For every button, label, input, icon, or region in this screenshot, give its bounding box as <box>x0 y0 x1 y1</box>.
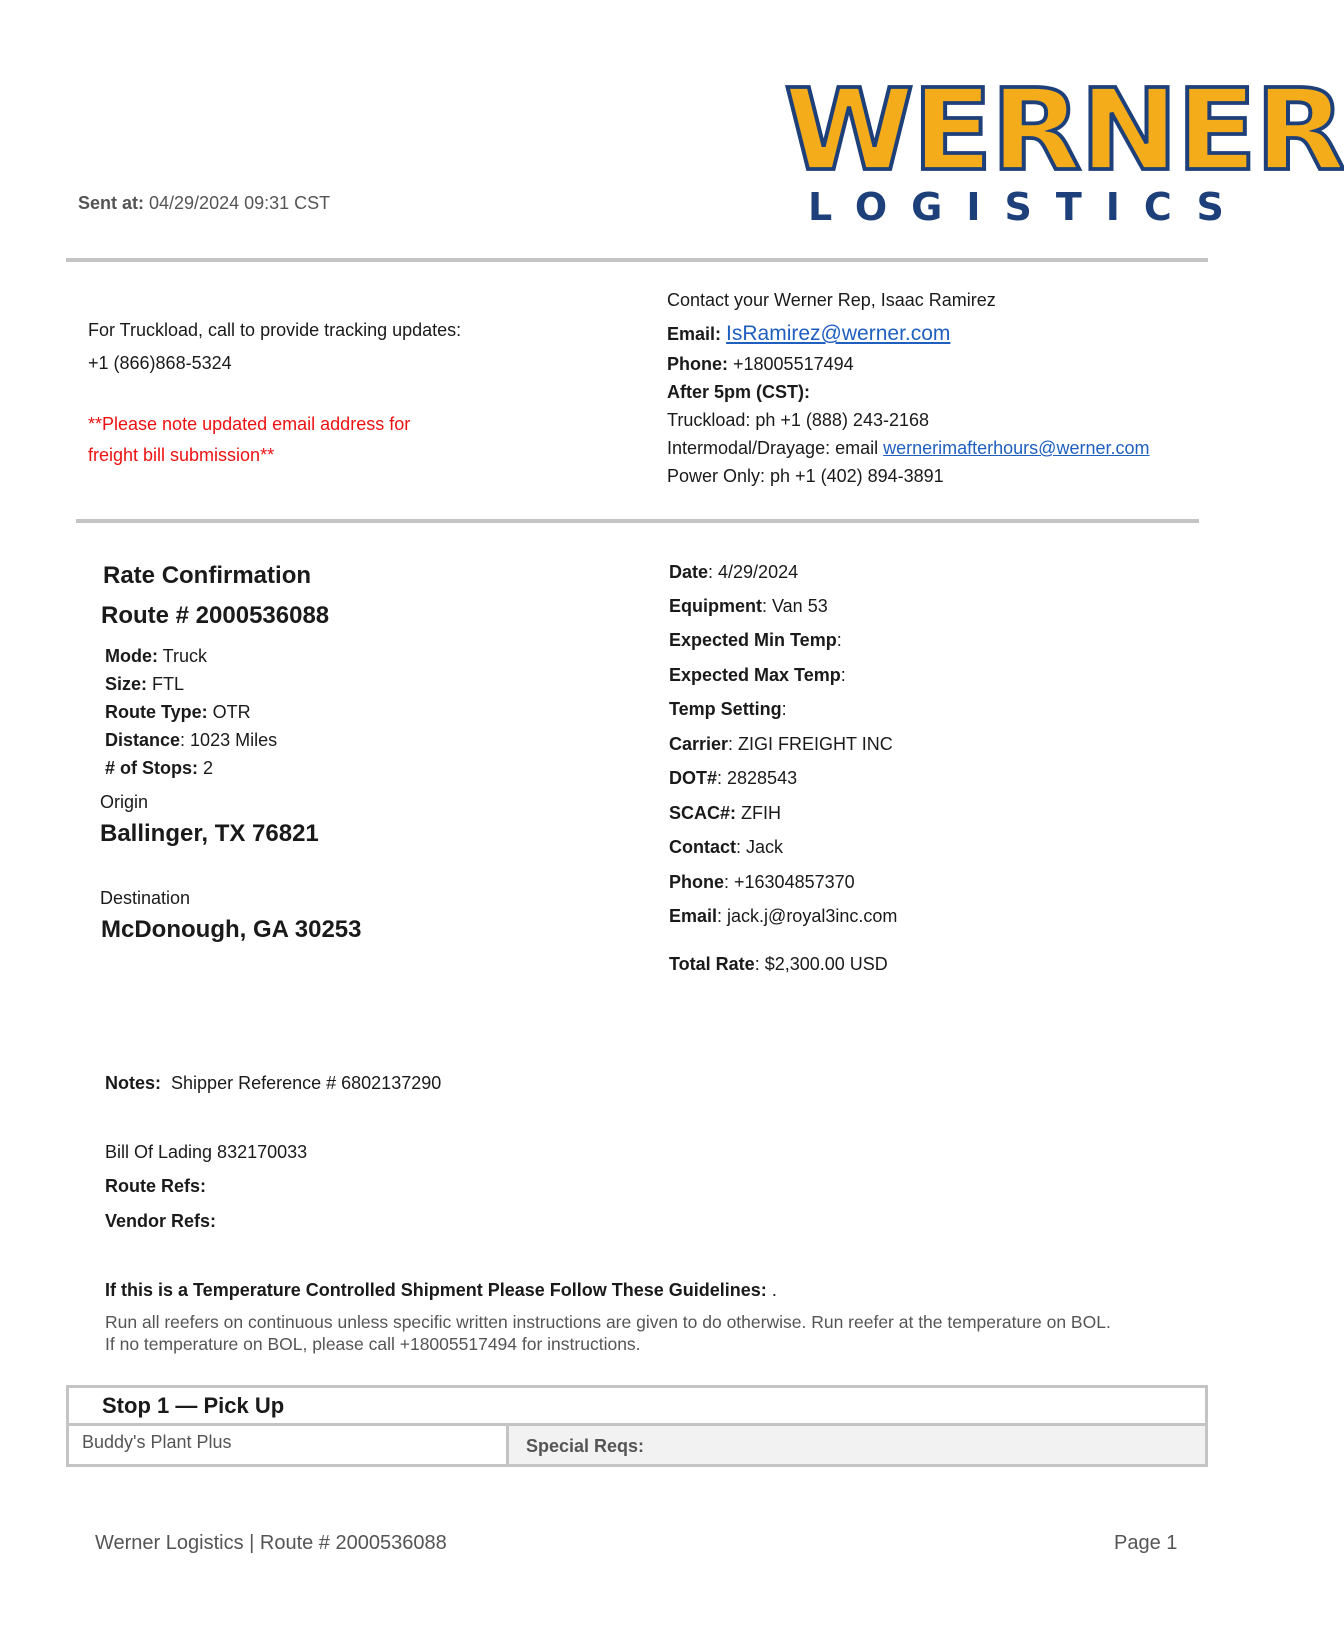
carrier-phone <box>669 872 855 893</box>
logo-subtitle: LOGISTICS <box>808 185 1248 229</box>
min-temp-value: : <box>836 630 842 650</box>
sent-at-value: 04/29/2024 09:31 CST <box>144 193 331 213</box>
total-rate-label: Total Rate <box>669 954 755 974</box>
destination-label: Destination <box>100 888 191 908</box>
size-value: FTL <box>147 674 185 694</box>
carrier-phone-label: Phone <box>669 872 725 892</box>
stop-1-header <box>69 1388 1205 1426</box>
stop-count <box>105 758 213 779</box>
distance-value: : 1023 Miles <box>180 730 278 750</box>
date-value: : 4/29/2024 <box>708 562 799 582</box>
temperature-guideline-line1: Run all reefers on continuous unless specific written instructions are given to do otherwise. Run reefer at the temperature on BOL. <box>105 1312 1111 1332</box>
intermodal-email-link[interactable]: wernerimafterhours@werner.com <box>883 438 1150 458</box>
sent-at-label: Sent at: <box>78 193 145 213</box>
dot-label: DOT# <box>669 768 718 788</box>
rep-phone <box>667 354 854 375</box>
origin-label: Origin <box>100 792 149 812</box>
bill-of-lading: Bill Of Lading 832170033 <box>105 1142 308 1162</box>
notes <box>105 1073 441 1094</box>
max-temp-value: : <box>840 665 846 685</box>
carrier-email <box>669 906 897 927</box>
temperature-guideline-line2: If no temperature on BOL, please call +18005517494 for instructions. <box>105 1334 641 1354</box>
destination-location: McDonough, GA 30253 <box>101 916 362 943</box>
rate-confirmation-title: Rate Confirmation <box>103 562 312 589</box>
stop-1-title: Stop 1 — Pick Up <box>102 1393 285 1418</box>
rep-phone-value: +18005517494 <box>728 354 854 374</box>
email-notice-line1: **Please note updated email address for <box>88 414 411 434</box>
date-label: Date <box>669 562 709 582</box>
page-number: Page 1 <box>1114 1532 1178 1554</box>
notes-label: Notes: <box>105 1073 162 1093</box>
carrier <box>669 734 893 755</box>
scac-value: ZFIH <box>736 803 782 823</box>
stop-1-special-reqs-cell <box>509 1426 1205 1464</box>
min-temp-label: Expected Min Temp <box>669 630 837 650</box>
header-divider <box>66 258 1208 262</box>
after-hours-truckload: Truckload: ph +1 (888) 243-2168 <box>667 410 930 430</box>
rep-email <box>667 322 950 346</box>
after-hours-label: After 5pm (CST): <box>667 382 810 402</box>
carrier-contact <box>669 837 783 858</box>
equipment-label: Equipment <box>669 596 762 616</box>
stop-1-box <box>66 1385 1208 1467</box>
equipment <box>669 596 828 617</box>
carrier-email-value: : jack.j@royal3inc.com <box>717 906 898 926</box>
rep-title: Contact your Werner Rep, Isaac Ramirez <box>667 290 996 310</box>
stop-1-location-cell <box>69 1426 509 1464</box>
temp-setting-label: Temp Setting <box>669 699 782 719</box>
intermodal-prefix: Intermodal/Drayage: email <box>667 438 884 458</box>
date <box>669 562 798 583</box>
mode-value: Truck <box>158 646 208 666</box>
temp-setting <box>669 699 787 720</box>
carrier-value: : ZIGI FREIGHT INC <box>728 734 893 754</box>
temperature-heading-text: If this is a Temperature Controlled Shipment Please Follow These Guidelines: <box>105 1280 767 1300</box>
origin-location: Ballinger, TX 76821 <box>100 820 319 847</box>
temperature-heading-suffix: . <box>766 1280 777 1300</box>
scac <box>669 803 781 824</box>
temp-setting-value: : <box>781 699 787 719</box>
tracking-instructions: For Truckload, call to provide tracking updates: <box>88 320 462 340</box>
scac-label: SCAC#: <box>669 803 737 823</box>
mode-label: Mode: <box>105 646 158 666</box>
min-temp <box>669 630 842 651</box>
carrier-email-label: Email <box>669 906 718 926</box>
dot-number <box>669 768 797 789</box>
contact-label: Contact <box>669 837 736 857</box>
size <box>105 674 184 695</box>
stop-count-value: 2 <box>198 758 214 778</box>
footer-route: Werner Logistics | Route # 2000536088 <box>95 1532 447 1554</box>
route-type-label: Route Type: <box>105 702 208 722</box>
stop-count-label: # of Stops: <box>105 758 198 778</box>
total-rate <box>669 954 888 975</box>
tracking-phone: +1 (866)868-5324 <box>88 353 232 373</box>
route-type <box>105 702 251 723</box>
email-notice-line2: freight bill submission** <box>88 445 275 465</box>
route-type-value: OTR <box>207 702 251 722</box>
rep-email-label: Email: <box>667 324 722 344</box>
carrier-label: Carrier <box>669 734 729 754</box>
stop-1-location: Buddy's Plant Plus <box>82 1432 232 1452</box>
shipper-reference: Shipper Reference # 6802137290 <box>171 1073 442 1093</box>
logo-wordmark: WERNER <box>784 64 1344 196</box>
contact-value: : Jack <box>736 837 784 857</box>
after-hours-intermodal <box>667 438 1149 459</box>
total-rate-value: : $2,300.00 USD <box>754 954 888 974</box>
carrier-phone-value: : +16304857370 <box>724 872 855 892</box>
temperature-guidelines-heading <box>105 1280 777 1301</box>
distance <box>105 730 277 751</box>
max-temp-label: Expected Max Temp <box>669 665 841 685</box>
equipment-value: : Van 53 <box>762 596 828 616</box>
after-hours-power-only: Power Only: ph +1 (402) 894-3891 <box>667 466 944 486</box>
max-temp <box>669 665 846 686</box>
special-reqs-label: Special Reqs: <box>526 1436 645 1456</box>
mode <box>105 646 207 667</box>
dot-value: : 2828543 <box>717 768 798 788</box>
rep-phone-label: Phone: <box>667 354 728 374</box>
section-divider <box>76 519 1199 523</box>
route-number: Route # 2000536088 <box>101 602 330 629</box>
distance-label: Distance <box>105 730 181 750</box>
rep-email-link[interactable]: IsRamirez@werner.com <box>726 322 951 345</box>
size-label: Size: <box>105 674 148 694</box>
vendor-refs-label: Vendor Refs: <box>105 1211 217 1231</box>
route-refs-label: Route Refs: <box>105 1176 207 1196</box>
sent-at <box>78 193 330 214</box>
